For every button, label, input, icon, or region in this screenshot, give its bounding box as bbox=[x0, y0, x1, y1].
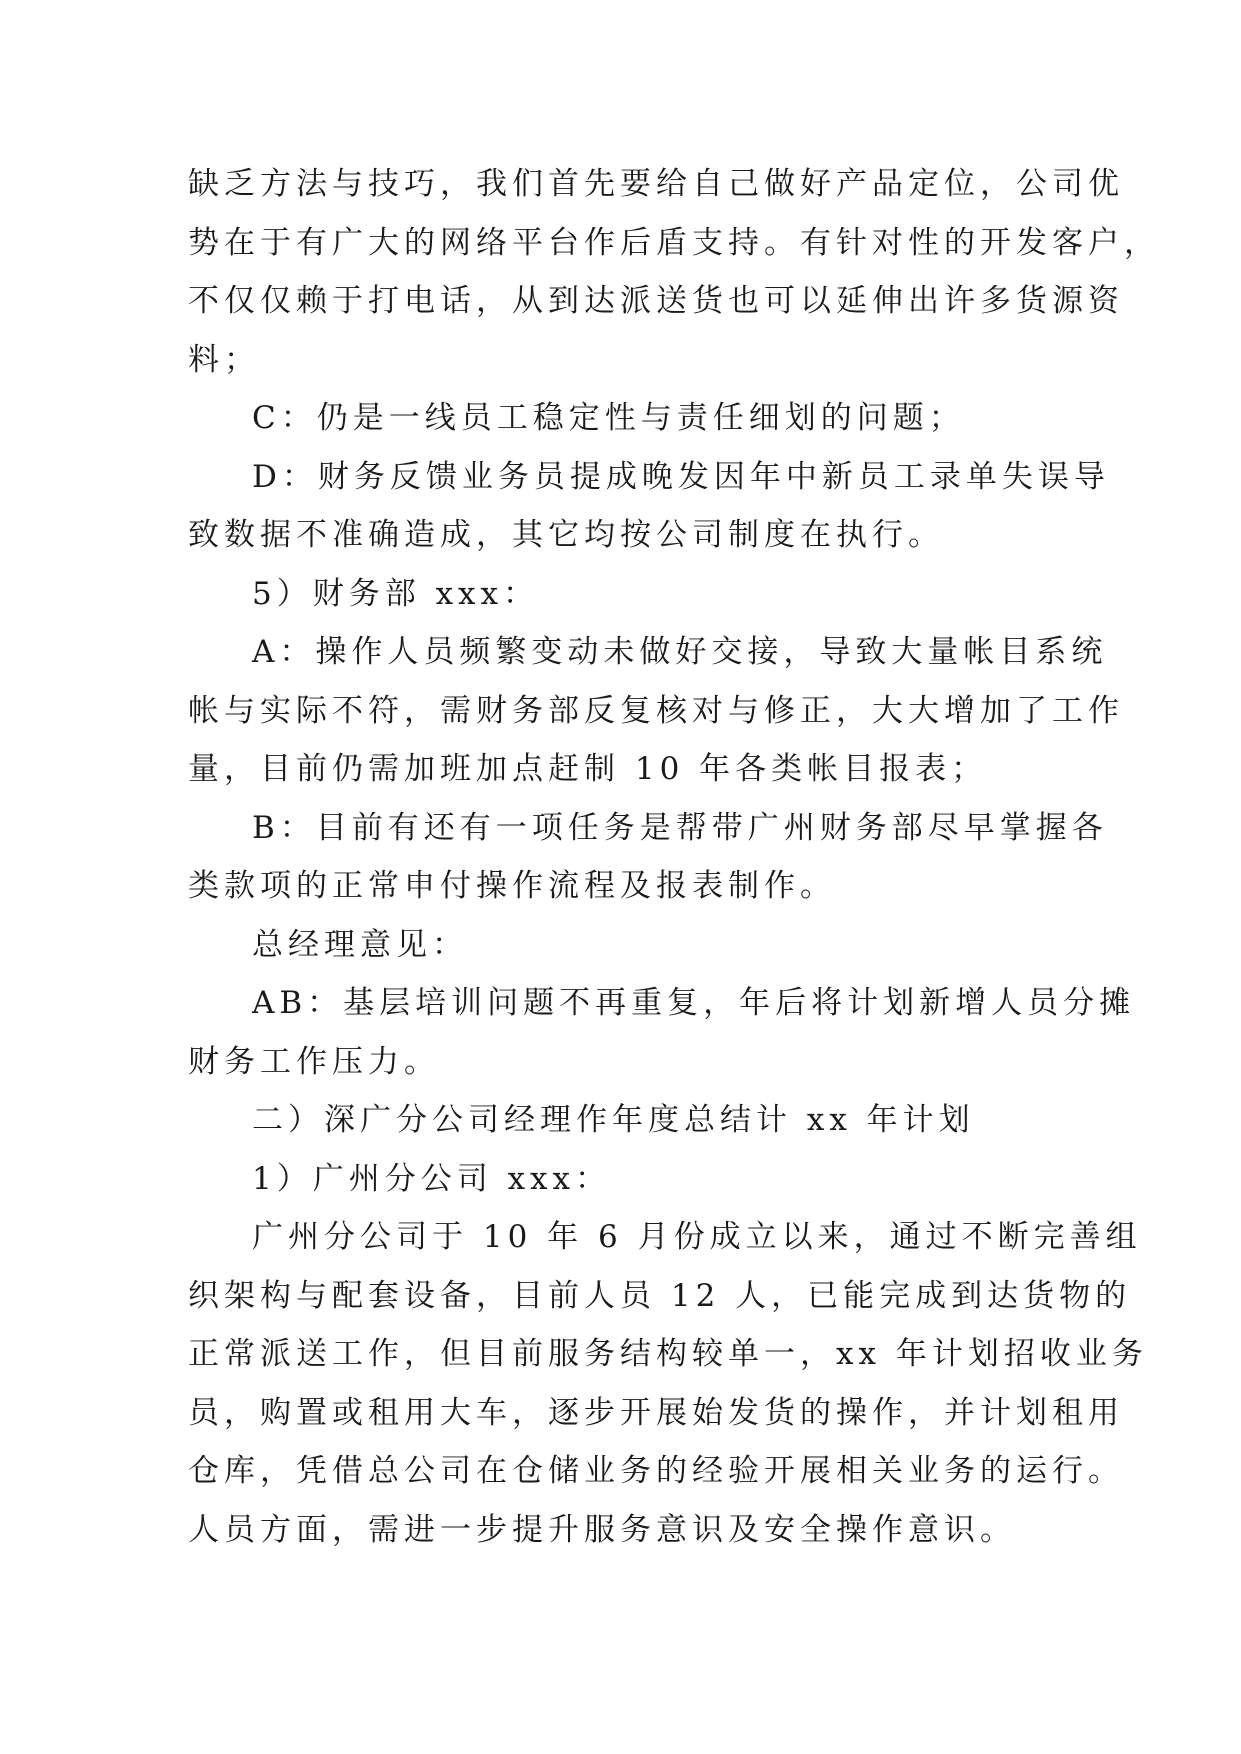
document-body bbox=[188, 155, 1160, 1559]
text-line: 员，购置或租用大车，逐步开展始发货的操作，并计划租用 bbox=[188, 1394, 1124, 1431]
text-line: C：仍是一线员工稳定性与责任细划的问题； bbox=[252, 400, 965, 436]
text-line: 料； bbox=[188, 341, 260, 378]
text-line: 仓库，凭借总公司在仓储业务的经验开展相关业务的运行。 bbox=[188, 1453, 1124, 1489]
text-line: 正常派送工作，但目前服务结构较单一，xx 年计划招收业务 bbox=[188, 1336, 1148, 1372]
text-line: 势在于有广大的网络平台作后盾支持。有针对性的开发客户， bbox=[188, 224, 1160, 261]
text-line: B：目前有还有一项任务是帮带广州财务部尽早掌握各 bbox=[252, 809, 1108, 846]
text-line: 不仅仅赖于打电话，从到达派送货也可以延伸出许多货源资 bbox=[188, 283, 1124, 319]
text-line: 量，目前仍需加班加点赶制 10 年各类帐目报表； bbox=[188, 751, 988, 787]
text-line: 财务工作压力。 bbox=[188, 1043, 440, 1080]
section-heading: 二）深广分公司经理作年度总结计 xx 年计划 bbox=[252, 1102, 975, 1138]
text-line: 缺乏方法与技巧，我们首先要给自己做好产品定位，公司优 bbox=[188, 166, 1124, 202]
text-line: 类款项的正常申付操作流程及报表制作。 bbox=[188, 868, 836, 904]
text-line: D：财务反馈业务员提成晚发因年中新员工录单失误导 bbox=[252, 458, 1110, 495]
text-line: 致数据不准确造成，其它均按公司制度在执行。 bbox=[188, 517, 944, 553]
text-line: 广州分公司于 10 年 6 月份成立以来，通过不断完善组 bbox=[252, 1219, 1142, 1255]
text-line: AB：基层培训问题不再重复，年后将计划新增人员分摊 bbox=[252, 985, 1136, 1021]
text-line: 人员方面，需进一步提升服务意识及安全操作意识。 bbox=[188, 1511, 1016, 1548]
text-line: 帐与实际不符，需财务部反复核对与修正，大大增加了工作 bbox=[188, 692, 1124, 729]
section-heading: 1）广州分公司 xxx： bbox=[252, 1160, 612, 1197]
text-line: 织架构与配套设备，目前人员 12 人，已能完成到达货物的 bbox=[188, 1277, 1132, 1314]
text-line: A：操作人员频繁变动未做好交接，导致大量帐目系统 bbox=[252, 634, 1108, 670]
section-heading: 总经理意见： bbox=[252, 926, 468, 963]
section-heading: 5）财务部 xxx： bbox=[252, 575, 540, 612]
